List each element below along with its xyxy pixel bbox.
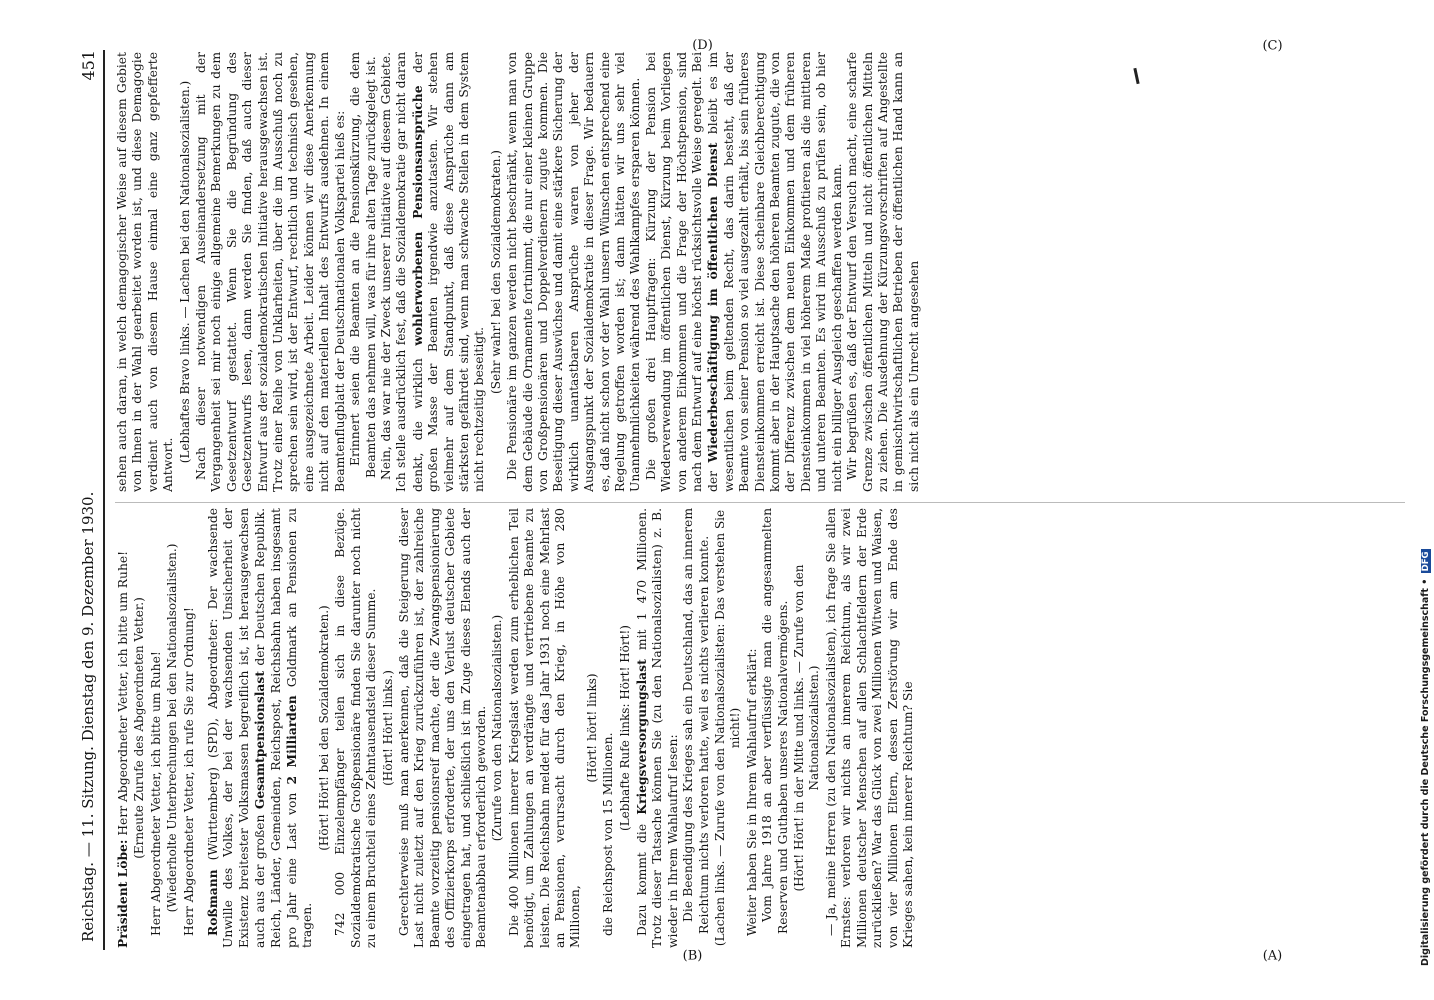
margin-mark-a: (A) [1262, 948, 1283, 964]
separator: • [1420, 578, 1431, 585]
margin-mark-b: (B) [682, 948, 703, 964]
interjection: (Hört! Hört! links.) [380, 670, 395, 786]
quotation: Vom Jahre 1918 an aber verflüssigte man die angesammelten Reserven und Guthaben unseres Nationalvermögens. [760, 508, 790, 934]
rotated-page [75, 38, 1415, 964]
paragraph: Die großen drei Hauptfragen: Kürzung der Pension bei Wiederverwendung im öffentlichen Dienst, Kürzung beim Vorliegen von anderem Einkommen und die Frage der Höchstpension, sind nach dem Entwurf auf eine höchst rücksichtsvolle Weise geregelt. Bei der [643, 52, 721, 492]
quotation: Die Beendigung des Krieges sah ein Deutschland, das an innerem Reichtum nichts verloren hatte, weil es nichts verlieren konnte. [681, 508, 711, 934]
paragraph: mit 1 470 Millionen. Trotz dieser Tatsache können Sie (zu den Nationalsozialisten) z. B. wieder in Ihrem Wahlaufruf lesen: [635, 508, 680, 948]
speaker-rossmann: Roßmann [205, 869, 221, 936]
paragraph: Wir begrüßen es, daß der Entwurf den Versuch macht, eine scharfe Grenze zwischen öffentlichen Mitteln und nicht öffentlichen Mitteln zu ziehen. Die Ausdehnung der Kürzungsvorschriften auf Angestellte in gemischtwirtschaftlichen Betrieben der öffentlichen Hand kann an sich nicht als ein Unrecht angesehen [845, 52, 921, 492]
emphasis: 2 Milliarden [284, 695, 300, 785]
paragraph: Nein, das war nie der Zweck unserer Initiative auf diesem Gebiete. Ich stelle ausdrücklich fest, daß die Sozialdemokratie gar nicht daran denkt, die wirklich [378, 52, 425, 492]
paragraph: Weiter haben Sie in Ihrem Wahlaufruf erklärt: [744, 648, 759, 936]
right-column [115, 52, 1405, 492]
paragraph: Nach dieser notwendigen Auseinandersetzung mit der Vergangenheit sei mir noch einige allgemeine Bemerkungen zu dem Gesetzentwurf gestattet. Wenn Sie die Begründung des Gesetzentwurfs lesen, dann werden Sie finden, daß auch dieser Entwurf aus der sozialdemokratischen Initiative herausgewachsen ist. Trotz einer Reihe von Unklarheiten, über die im Ausschuß noch zu sprechen sein wird, ist der Entwurf, rechtlich und technisch gesehen, eine ausgezeichnete Arbeit. Leider können wir diese Anerkennung nicht auf den materiellen Inhalt des Entwurfs ausdehnen. In einem Beamtenflugblatt der Deutschnationalen Volkspartei hieß es: [194, 52, 347, 492]
emphasis: Wiederbeschäftigung im öffentlichen Dienst [705, 142, 721, 463]
left-column [115, 508, 1405, 948]
interjection: (Lebhaftes Bravo links. — Lachen bei den Nationalsozialisten.) [177, 80, 192, 464]
paragraph: Gerechterweise muß man anerkennen, daß die Steigerung dieser Last nicht zuletzt auf den Krieg zurückzuführen ist, der zahlreiche Beamte vorzeitig pensionsreif machte, der die Zwangspensionierung des Offizierkorps erforderte, der uns den Verlust deutscher Gebiete eingetragen hat, und schließlich ist im Zuge dieses Elends auch der Beamtenabbau erforderlich geworden. [396, 508, 488, 948]
paragraph: der Deutschen Republik. Reich, Länder, Gemeinden, Reichspost, Reichsbahn haben insgesamt pro Jahr eine Last von [253, 508, 300, 948]
digitization-credit-strip [1418, 6, 1434, 996]
paragraph: Dazu kommt die [635, 814, 649, 936]
interjection: (Zurufe von den Nationalsozialisten.) [490, 614, 505, 842]
margin-mark-d: (D) [692, 38, 713, 54]
interjection: (Lachen links. — Zurufe von den Nationalsozialisten: Das verstehen Sie nicht!) [713, 509, 743, 947]
header-rule [103, 50, 105, 950]
paragraph: die Reichspost von 15 Millionen. [601, 732, 616, 936]
margin-mark-c: (C) [1262, 38, 1283, 54]
paragraph: Goldmark an Pensionen zu tragen. [285, 508, 315, 948]
paragraph: bleibt es im wesentlichen beim geltenden Recht, das darin besteht, daß der Beamte von seiner Pension so viel ausgezahlt erhält, bis sein früheres Diensteinkommen erreicht ist. Diese scheinbare Gleichberechtigung kommt aber in der Hauptsache den höheren Beamten zugute, die von der Differenz zwischen dem neuen Einkommen und dem früheren Diensteinkommen in viel höherem Maße profitieren als die mittleren und unteren Beamten. Es wird im Ausschuß zu prüfen sein, ob hier nicht ein billiger Ausgleich geschaffen werden kann. [706, 52, 844, 492]
interjection: (Sehr wahr! bei den Sozialdemokraten.) [488, 150, 503, 394]
running-head: Reichstag. — 11. Sitzung. Dienstag den 9. Dezember 1930. [79, 491, 97, 942]
interjection: (Hört! Hört! bei den Sozialdemokraten.) [316, 605, 331, 851]
speaker-loebe: Präsident Löbe: [115, 839, 130, 948]
emphasis: wohlerworbenen Pensionsansprüche [409, 85, 425, 346]
interjection: (Lebhafte Rufe links: Hört! Hört!) [617, 625, 632, 831]
paragraph: (Württemberg) (SPD), Abgeordneter: Der wachsende Unwille des Volkes, der bei der wachsenden Unsicherheit der Existenz breitester Volksmassen begreiflich ist, ist herausgewachsen auch aus der großen [206, 508, 268, 948]
interjection: (Hört! Hört! in der Mitte und links. — Zurufe von den Nationalsozialisten.) [792, 564, 822, 892]
emphasis: Kriegsversorgungslast [634, 659, 649, 815]
paragraph: Herr Abgeordneter Vetter, ich rufe Sie zur Ordnung! [181, 607, 196, 936]
quotation: Erinnert seien die Beamten an die Pensionskürzung, die dem Beamten das nehmen will, was für ihre alten Tage zurückgelegt ist. [348, 52, 378, 478]
paragraph: Herr Abgeordneter Vetter, ich bitte um Ruhe! [148, 651, 163, 936]
interjection: (Wiederholte Unterbrechungen bei den Nationalsozialisten.) [165, 543, 180, 913]
column-divider [115, 502, 1405, 503]
credit-text: Digitalisierung gefördert durch die Deutsche Forschungsgemeinschaft [1420, 588, 1431, 966]
paragraph: — Ja, meine Herren (zu den Nationalsozialisten), ich frage Sie allen Ernstes: verloren wir nichts an innerem Reichtum, als wir zwei Millionen deutscher Menschen auf allen Schlachtfeldern der Erde zurückließen? War das Glück von zwei Millionen Witwen und Waisen, von vier Millionen Eltern, dessen Zerstörung wir am Ende des Krieges sahen, kein innerer Reichtum? Sie [823, 508, 915, 948]
digitization-credit [1420, 6, 1434, 966]
paragraph: sehen auch daran, in welch demagogischer Weise auf diesem Gebiet von Ihnen in der Wahl gearbeitet worden ist, und diese Demagogie verdient auch von diesem Hause einmal eine ganz gepfefferte Antwort. [115, 52, 176, 492]
emphasis: Gesamtpensionslast [252, 671, 268, 810]
paragraph: Herr Abgeordneter Vetter, ich bitte um Ruhe! [116, 550, 130, 840]
paragraph: Die 400 Millionen innerer Kriegslast werden zum erheblichen Teil benötigt, um Zahlungen an verdrängte und vertriebene Beamte zu leisten. Die Reichsbahn meldet für das Jahr 1931 noch eine Mehrlast an Pensionen, verursacht durch den Krieg, in Höhe von 280 Millionen, [506, 508, 583, 948]
interjection: (Erneute Zurufe des Abgeordneten Vetter.) [132, 597, 147, 859]
dfg-logo: DFG [1421, 551, 1431, 572]
page-number: 451 [79, 50, 98, 81]
paragraph: der großen Masse der Beamten irgendwie anzutasten. Wir stehen vielmehr auf dem Standpunkt, daß diese Ansprüche dann am stärksten gefährdet sind, wenn man schwache Stellen in dem System nicht rechtzeitig beseitigt. [410, 52, 487, 492]
paragraph: Die Pensionäre im ganzen werden nicht beschränkt, wenn man von dem Gebäude die Ornamente fortnimmt, die nur einer kleinen Gruppe von Großpensionären und Doppelverdienern zugute kommen. Die Beseitigung dieser Auswüchse und damit eine stärkere Sicherung der wirklich unantastbaren Ansprüche waren von jeher der Ausgangspunkt der Sozialdemokratie in dieser Frage. Wir bedauern es, daß nicht schon vor der Wahl unsern Wünschen entsprechend eine Regelung getroffen worden ist; dann hätten wir uns sehr viel Unannehmlichkeiten während des Wahlkampfes ersparen können. [505, 52, 643, 492]
paragraph: 742 000 Einzelempfänger teilen sich in diese Bezüge. Sozialdemokratische Großpensionäre finden Sie darunter noch nicht zu einem Bruchteil eines Zehntausendstel dieser Summe. [333, 508, 379, 948]
interjection: (Hört! hört! links) [584, 673, 599, 783]
page-header [75, 40, 105, 960]
